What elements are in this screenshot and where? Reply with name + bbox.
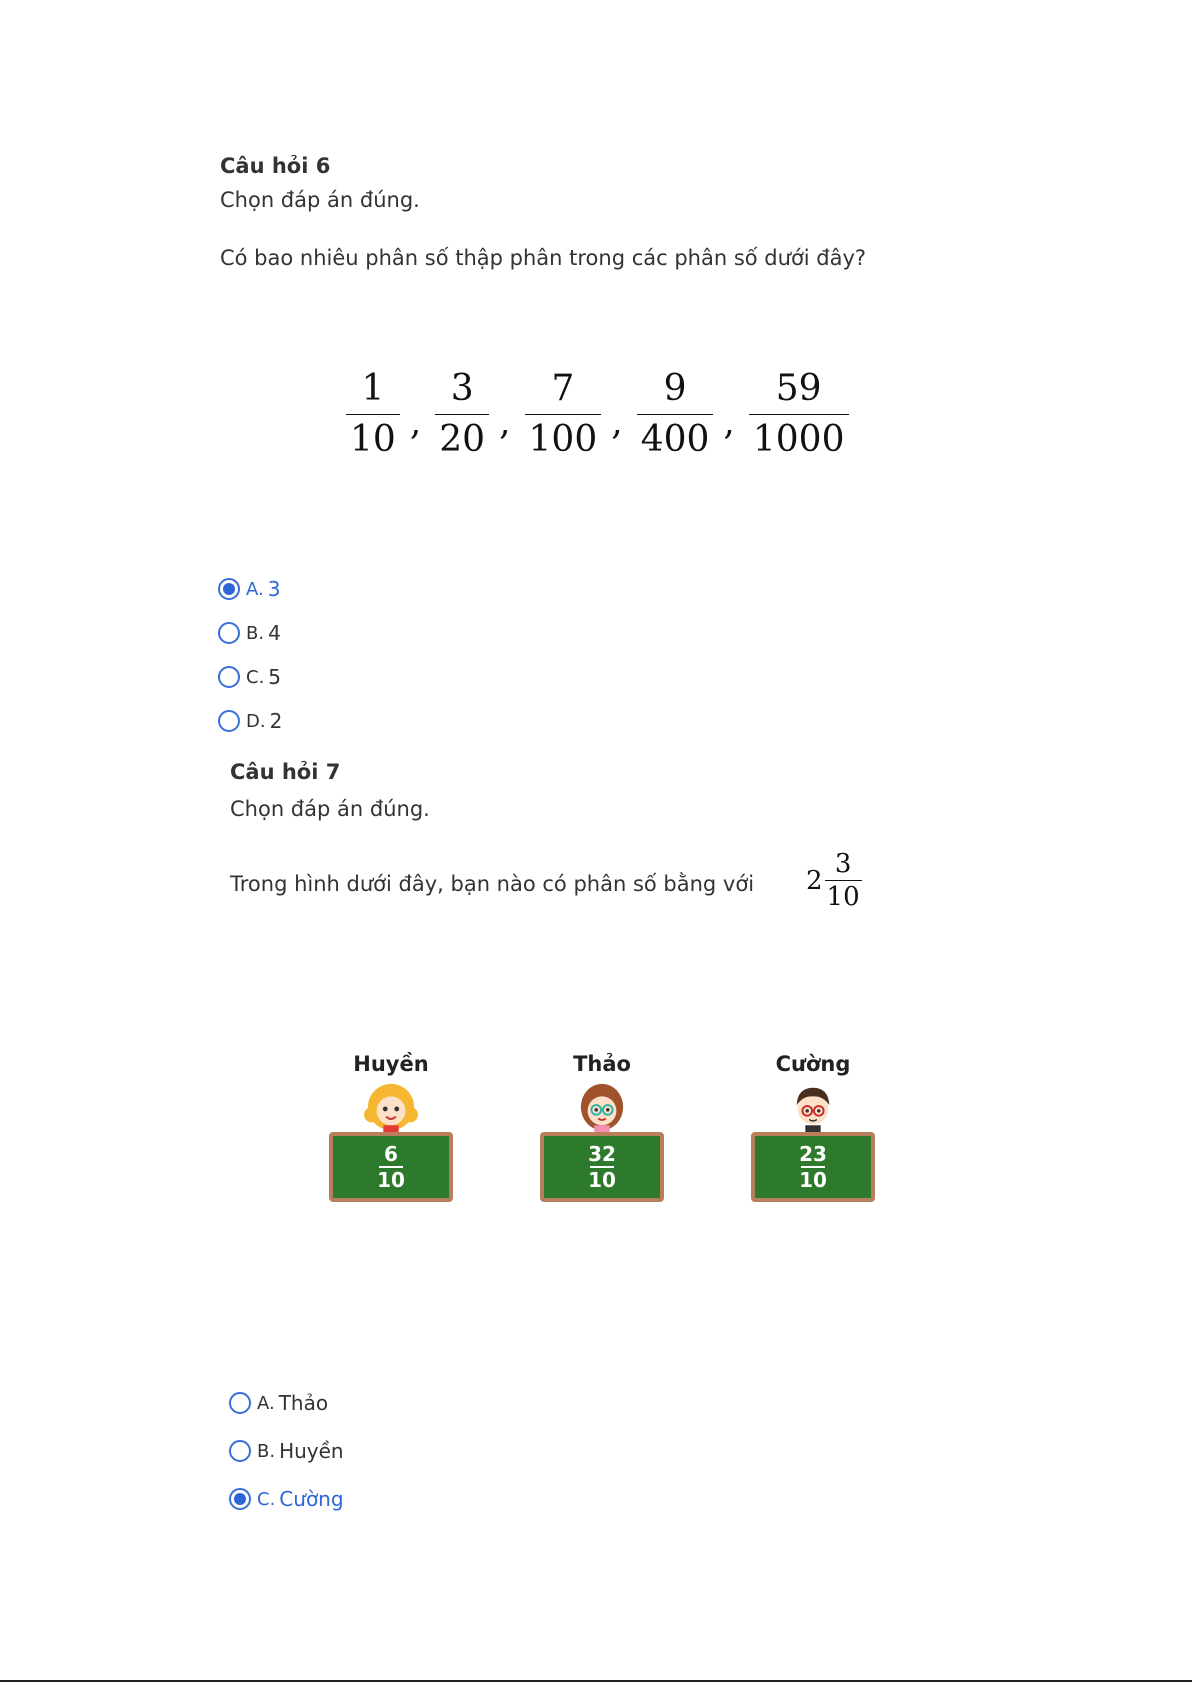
fraction-2: [435, 366, 489, 463]
q6-title: Câu hỏi 6: [220, 154, 331, 178]
q6-fraction-list: [346, 366, 849, 476]
option-letter: B.: [246, 622, 265, 644]
q7-option-b[interactable]: [229, 1436, 344, 1466]
mixed-whole: 2: [806, 865, 823, 896]
fraction-denominator: 10: [350, 419, 396, 460]
option-letter: A.: [246, 578, 264, 600]
chalkboard: [540, 1132, 664, 1202]
q6-question: Có bao nhiêu phân số thập phân trong các phân số dưới đây?: [220, 246, 867, 270]
kid-name: Cường: [775, 1052, 851, 1076]
board-numerator: 6: [384, 1142, 398, 1166]
board-numerator: 32: [588, 1142, 616, 1166]
option-letter: A.: [257, 1392, 275, 1414]
option-letter: C.: [257, 1488, 276, 1510]
q6-option-b[interactable]: [218, 618, 281, 648]
q7-option-c[interactable]: [229, 1484, 344, 1514]
boy-glasses-icon: [783, 1082, 843, 1132]
option-value: 4: [268, 621, 281, 645]
girl-curly-hair-icon: [361, 1082, 421, 1132]
radio-unselected[interactable]: [229, 1440, 251, 1462]
chalkboard: [751, 1132, 875, 1202]
fraction-4: [637, 366, 714, 463]
q7-option-a[interactable]: [229, 1388, 328, 1418]
mixed-numerator: 3: [834, 849, 852, 879]
option-value: Thảo: [278, 1391, 329, 1415]
separator: ,: [499, 402, 511, 443]
board-denominator: 10: [377, 1168, 405, 1192]
fraction-numerator: 1: [361, 368, 385, 409]
mixed-denominator: 10: [826, 882, 860, 912]
q6-option-c[interactable]: [218, 662, 281, 692]
radio-selected[interactable]: [218, 578, 240, 600]
radio-unselected[interactable]: [218, 622, 240, 644]
fraction-bar: [637, 414, 714, 415]
option-letter: B.: [257, 1440, 276, 1462]
mixed-fraction: [825, 848, 862, 913]
separator: ,: [611, 402, 623, 443]
option-letter: D.: [246, 710, 266, 732]
separator: ,: [723, 402, 735, 443]
kid-name: Thảo: [573, 1052, 631, 1076]
fraction-1: [346, 366, 400, 463]
fraction-denominator: 100: [528, 419, 598, 460]
radio-unselected[interactable]: [229, 1392, 251, 1414]
option-value: 2: [269, 709, 283, 733]
q6-option-d[interactable]: [218, 706, 282, 736]
option-value: Cường: [279, 1487, 344, 1511]
kid-thao: [537, 1052, 667, 1202]
page-bottom-line: [0, 1680, 1192, 1682]
kid-name: Huyền: [353, 1052, 429, 1076]
separator: ,: [409, 402, 422, 443]
fraction-5: [749, 366, 849, 463]
q6-instruction: Chọn đáp án đúng.: [220, 188, 420, 212]
option-value: Huyền: [279, 1439, 344, 1463]
mixed-number: [806, 848, 862, 913]
q7-question: Trong hình dưới đây, bạn nào có phân số bằng với: [230, 872, 755, 896]
kid-huyen: [326, 1052, 456, 1202]
q7-instruction: Chọn đáp án đúng.: [230, 797, 430, 821]
board-denominator: 10: [588, 1168, 616, 1192]
fraction-bar: [749, 414, 849, 415]
fraction-numerator: 3: [450, 368, 474, 409]
fraction-denominator: 1000: [752, 419, 845, 460]
fraction-numerator: 59: [775, 368, 822, 409]
board-denominator: 10: [799, 1168, 827, 1192]
option-value: 3: [267, 577, 281, 601]
option-letter: C.: [246, 666, 265, 688]
girl-glasses-icon: [572, 1082, 632, 1132]
radio-unselected[interactable]: [218, 710, 240, 732]
fraction-bar: [435, 414, 489, 415]
radio-selected[interactable]: [229, 1488, 251, 1510]
q6-option-a[interactable]: [218, 574, 280, 604]
fraction-3: [525, 366, 602, 463]
fraction-denominator: 20: [439, 419, 486, 460]
fraction-bar: [346, 414, 400, 415]
q7-title: Câu hỏi 7: [230, 760, 341, 784]
chalkboard: [329, 1132, 453, 1202]
fraction-numerator: 7: [551, 368, 575, 409]
board-numerator: 23: [799, 1142, 827, 1166]
option-value: 5: [268, 665, 282, 689]
fraction-numerator: 9: [663, 368, 687, 409]
fraction-bar: [525, 414, 602, 415]
kid-cuong: [748, 1052, 878, 1202]
radio-unselected[interactable]: [218, 666, 240, 688]
fraction-denominator: 400: [640, 419, 710, 460]
